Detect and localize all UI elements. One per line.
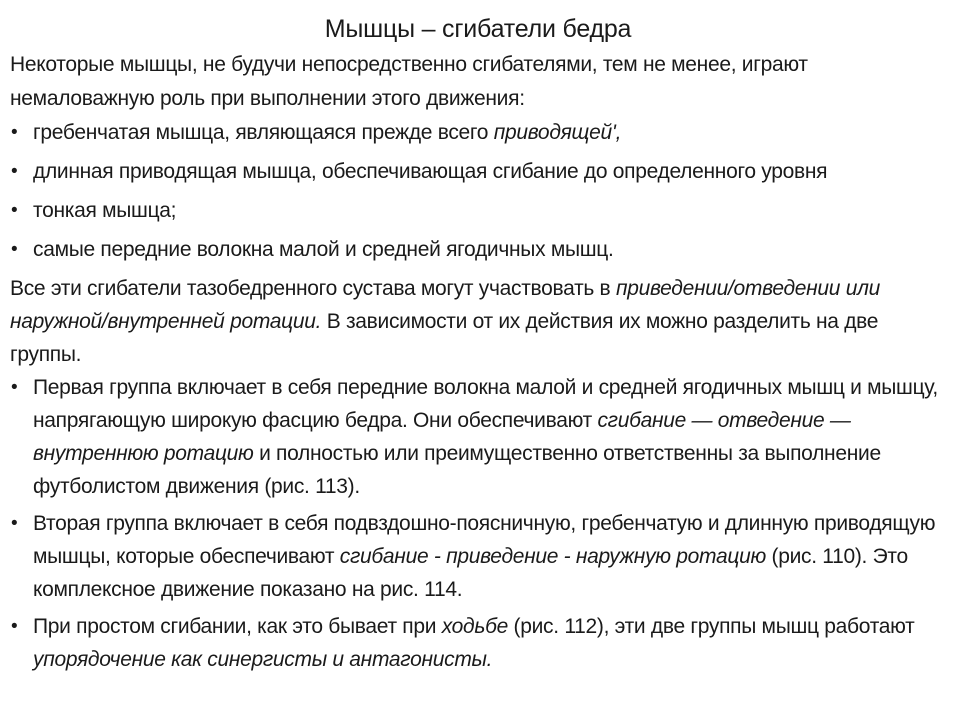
group-emphasis: ходьбе bbox=[441, 615, 509, 638]
groups-intro-paragraph bbox=[10, 272, 946, 371]
list-item-simple-flexion bbox=[10, 610, 946, 676]
group-emphasis: сгибание - приведение - наружную ротацию bbox=[339, 545, 766, 568]
list-item-gracilis: • тонкая мышца; bbox=[10, 194, 946, 227]
list-item-emphasis: приводящей', bbox=[493, 121, 622, 144]
list-item-gluteal-fibers: • самые передние волокна малой и средней ягодичных мышц. bbox=[10, 233, 946, 266]
slide-title: Мышцы – сгибатели бедра bbox=[324, 15, 632, 43]
paragraph-text: В зависимости от их действия их можно разделить на две группы. bbox=[10, 310, 879, 366]
list-item-pectineus bbox=[10, 116, 946, 149]
group-text: Первая группа включает в себя передние волокна малой и средней ягодичных мышц и мышцу, напрягающую широкую фасцию бедра. Они обеспечивают bbox=[33, 376, 938, 432]
group-text: (рис. 110). Это комплексное движение показано на рис. 114. bbox=[33, 545, 908, 601]
list-item-group-2 bbox=[10, 507, 946, 606]
groups-list bbox=[10, 371, 946, 676]
list-item-text: гребенчатая мышца, являющаяся прежде всего bbox=[33, 121, 494, 144]
group-emphasis: упорядочение как синергисты и антагонисты. bbox=[33, 648, 493, 671]
intro-paragraph: Некоторые мышцы, не будучи непосредственно сгибателями, тем не менее, играют немаловажную роль при выполнении этого движения: bbox=[10, 53, 808, 110]
list-item-group-1 bbox=[10, 371, 946, 503]
group-text: и полностью или преимущественно ответственны за выполнение футболистом движения (рис. 113). bbox=[33, 442, 881, 498]
paragraph-emphasis: приведении/отведении или наружной/внутренней ротации. bbox=[10, 277, 880, 333]
group-emphasis: сгибание — отведение — внутреннюю ротацию bbox=[33, 409, 851, 465]
group-text: При простом сгибании, как это бывает при bbox=[33, 615, 442, 638]
list-item-adductor-longus: • длинная приводящая мышца, обеспечивающая сгибание до определенного уровня bbox=[10, 155, 946, 188]
group-text: (рис. 112), эти две группы мышц работают bbox=[508, 615, 915, 638]
paragraph-text: Все эти сгибатели тазобедренного сустава могут участвовать в bbox=[10, 277, 616, 300]
muscle-list bbox=[10, 116, 946, 266]
group-text: Вторая группа включает в себя подвздошно-поясничную, гребенчатую и длинную приводящую мышцы, которые обеспечивают bbox=[33, 512, 936, 568]
